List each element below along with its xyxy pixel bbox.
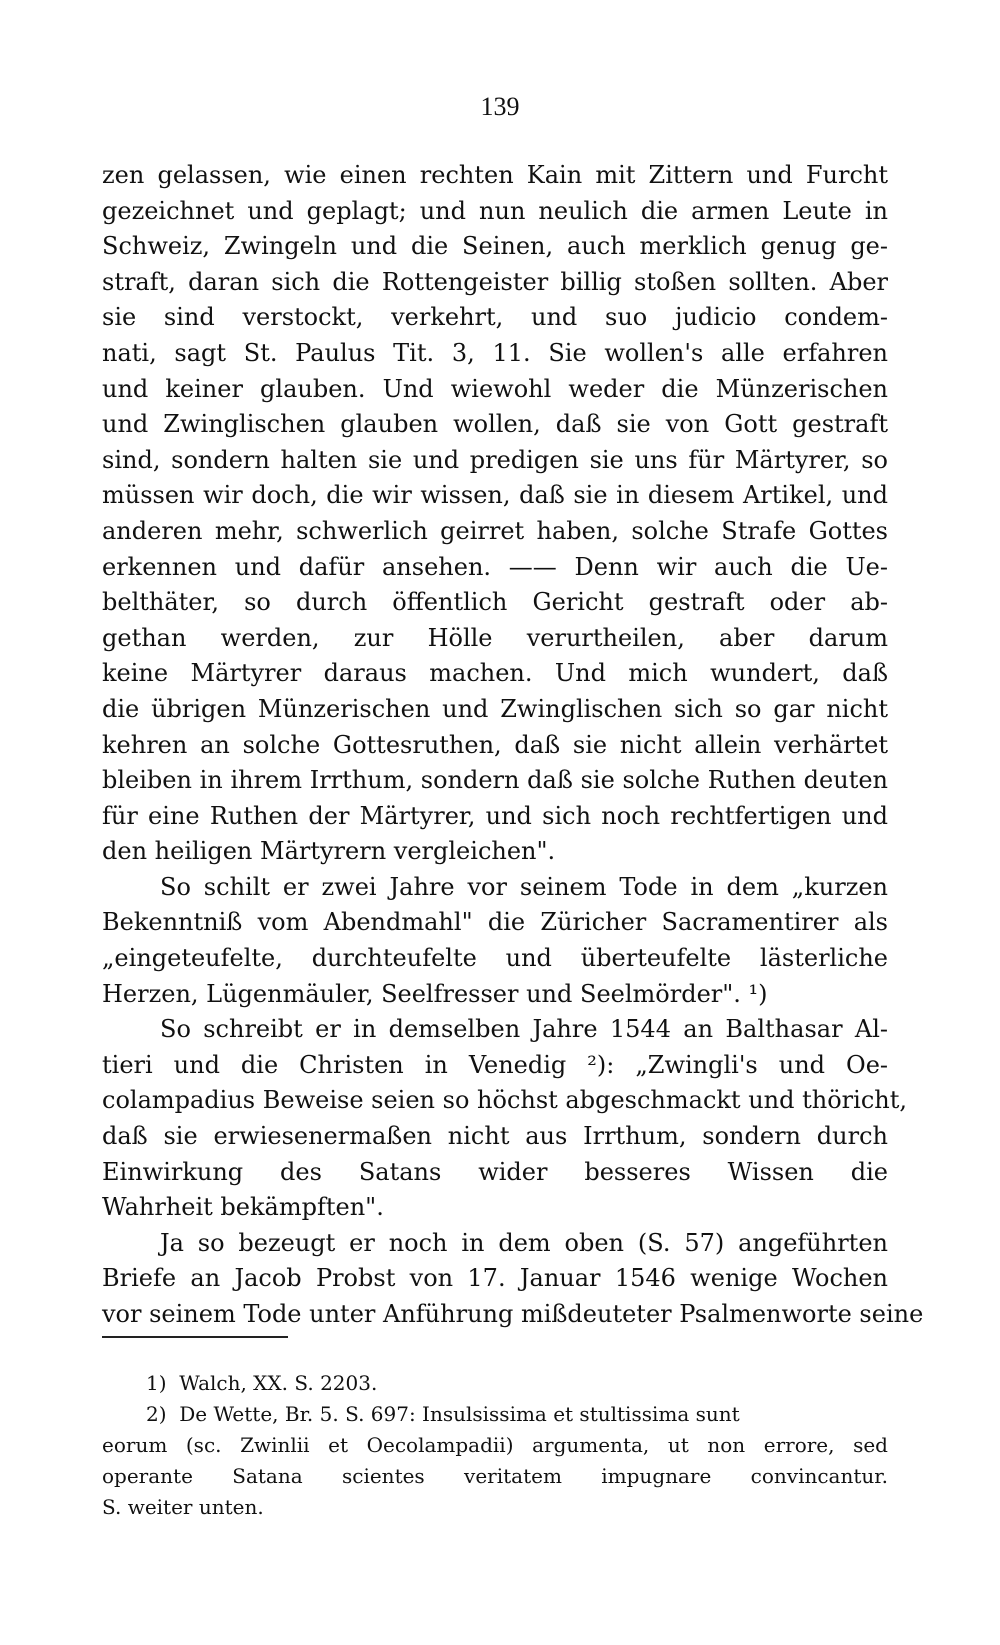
footnotes-block	[102, 1368, 888, 1523]
text-line: anderen mehr, schwerlich geirret haben, solche Strafe Gottes	[102, 516, 888, 545]
footnote-text-line: eorum (sc. Zwinlii et Oecolampadii) argumenta, ut non errore, sed	[102, 1433, 888, 1457]
footnote-1	[102, 1368, 888, 1399]
text-line: sind, sondern halten sie und predigen sie uns für Märtyrer, so	[102, 445, 888, 474]
text-line: „eingeteufelte, durchteufelte und überteufelte lästerliche	[102, 944, 888, 973]
text-line: belthäter, so durch öffentlich Gericht gestraft oder ab-	[102, 588, 888, 617]
paragraph-start-line: So schilt er zwei Jahre vor seinem Tode in dem „kurzen	[160, 872, 888, 901]
text-line: den heiligen Märtyrern vergleichen".	[102, 837, 556, 866]
text-line: colampadius Beweise seien so höchst abgeschmackt und thöricht,	[102, 1086, 907, 1115]
text-line: Wahrheit bekämpften".	[102, 1193, 384, 1222]
text-line: nati, sagt St. Paulus Tit. 3, 11. Sie wollen's alle erfahren	[102, 338, 888, 367]
text-line: zen gelassen, wie einen rechten Kain mit Zittern und Furcht	[102, 161, 888, 189]
main-text-block	[102, 158, 924, 1333]
footnote-2	[102, 1399, 888, 1430]
text-line: die übrigen Münzerischen und Zwinglischen sich so gar nicht	[102, 694, 888, 723]
text-line: müssen wir doch, die wir wissen, daß sie in diesem Artikel, und	[102, 481, 888, 510]
footnote-text: Walch, XX. S. 2203.	[179, 1371, 378, 1395]
text-line: straft, daran sich die Rottengeister billig stoßen sollten. Aber	[102, 267, 888, 296]
footnote-text-line: S. weiter unten.	[102, 1495, 264, 1519]
text-line: für eine Ruthen der Märtyrer, und sich noch rechtfertigen und	[102, 801, 888, 830]
text-line: gethan werden, zur Hölle verurtheilen, aber darum	[102, 623, 888, 652]
text-line: Herzen, Lügenmäuler, Seelfresser und Seelmörder". ¹)	[102, 979, 768, 1008]
footnote-text: De Wette, Br. 5. S. 697: Insulsissima et stultissima sunt	[179, 1402, 740, 1426]
paragraph-start-line: So schreibt er in demselben Jahre 1544 an Balthasar Al-	[160, 1015, 888, 1044]
page-number: 139	[480, 92, 520, 121]
text-line: und keiner glauben. Und wiewohl weder die Münzerischen	[102, 374, 888, 403]
text-line: Einwirkung des Satans wider besseres Wissen die	[102, 1157, 888, 1186]
footnote-marker: 2)	[146, 1402, 167, 1426]
text-line: kehren an solche Gottesruthen, daß sie nicht allein verhärtet	[102, 730, 888, 759]
text-line: Schweiz, Zwingeln und die Seinen, auch merklich genug ge-	[102, 232, 888, 261]
text-line: sie sind verstockt, verkehrt, und suo judicio condem-	[102, 303, 888, 332]
text-line: tieri und die Christen in Venedig ²): „Zwingli's und Oe-	[102, 1050, 888, 1079]
paragraph-start-line: Ja so bezeugt er noch in dem oben (S. 57) angeführten	[160, 1228, 888, 1257]
footnote-marker: 1)	[146, 1371, 167, 1395]
text-line: gezeichnet und geplagt; und nun neulich die armen Leute in	[102, 196, 888, 225]
text-line: Briefe an Jacob Probst von 17. Januar 1546 wenige Wochen	[102, 1264, 888, 1293]
text-line: bleiben in ihrem Irrthum, sondern daß sie solche Ruthen deuten	[102, 766, 888, 795]
text-line: vor seinem Tode unter Anführung mißdeuteter Psalmenworte seine	[102, 1300, 924, 1328]
text-line: daß sie erwiesenermaßen nicht aus Irrthum, sondern durch	[102, 1122, 888, 1151]
footnote-divider	[102, 1336, 288, 1338]
text-line: erkennen und dafür ansehen. —— Denn wir auch die Ue-	[102, 552, 888, 581]
text-line: Bekenntniß vom Abendmahl" die Züricher Sacramentirer als	[102, 908, 888, 937]
text-line: keine Märtyrer daraus machen. Und mich wundert, daß	[102, 659, 888, 688]
footnote-text-line: operante Satana scientes veritatem impugnare convincantur.	[102, 1464, 888, 1488]
text-line: und Zwinglischen glauben wollen, daß sie von Gott gestraft	[102, 410, 888, 439]
